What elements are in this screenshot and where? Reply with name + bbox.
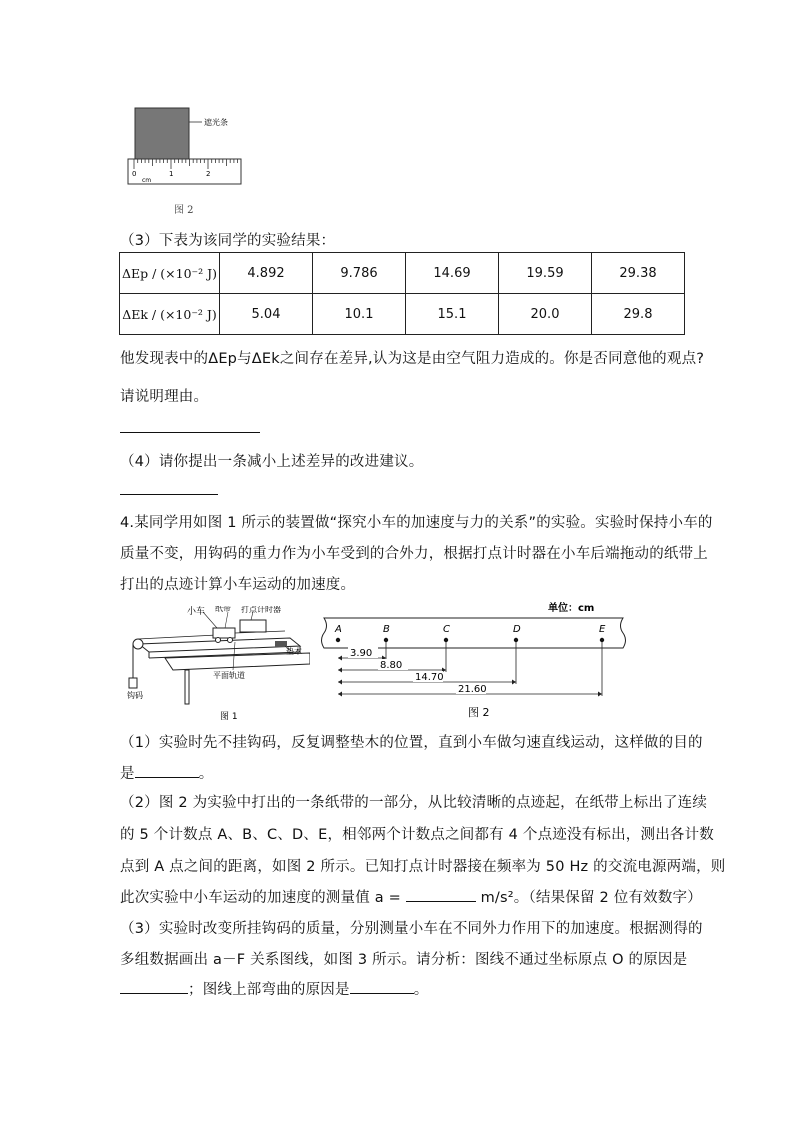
label-timer: 打点计时器 (241, 606, 281, 614)
label-track: 平面轨道 (213, 671, 245, 680)
light-strip (135, 108, 189, 160)
tape-point-A (336, 638, 340, 642)
table-cell: 19.59 (499, 253, 592, 294)
arrow-head (338, 680, 342, 685)
row-header: ΔEk / (×10⁻² J) (120, 294, 220, 335)
table-row (120, 294, 685, 335)
table-cell: 5.04 (220, 294, 313, 335)
arrow-head (338, 656, 342, 661)
results-table (119, 252, 685, 335)
label-car: 小车 (187, 607, 206, 617)
ruler-unit: cm (142, 177, 152, 184)
sub3-line-2: 多组数据画出 a－F 关系图线，如图 3 所示。请分析：图线不通过坐标原点 O 的原因是 (120, 952, 688, 968)
q3-text-1: 他发现表中的ΔEp与ΔEk之间存在差异,认为这是由空气阻力造成的。你是否同意他的观点? (120, 351, 705, 367)
answer-blank-4[interactable] (350, 979, 414, 994)
arrow-head (512, 680, 516, 685)
tape-point-label: D (513, 624, 521, 635)
arrow-head (338, 692, 342, 697)
arrow-head (598, 692, 602, 697)
label-weight: 钩码 (127, 691, 143, 700)
apparatus-figure (125, 606, 310, 724)
answer-blank-2[interactable] (406, 887, 476, 902)
answer-line-q4[interactable] (120, 494, 218, 495)
table-cell: 4.892 (220, 253, 313, 294)
sub3-line-3 (120, 978, 428, 999)
sub1-suffix: 。 (198, 766, 214, 782)
table-row (120, 253, 685, 294)
table-cell: 15.1 (406, 294, 499, 335)
ruler-caption: 图 2 (174, 205, 194, 216)
table-cell: 9.786 (313, 253, 406, 294)
car-icon (213, 628, 235, 638)
tick-label: 1 (169, 170, 174, 178)
q3-intro: （3）下表为该同学的实验结果： (120, 233, 336, 249)
tape-figure (318, 600, 638, 724)
timer-icon (240, 620, 266, 632)
table-cell: 20.0 (499, 294, 592, 335)
row-header: ΔEp / (×10⁻² J) (120, 253, 220, 294)
ruler-figure (120, 100, 250, 215)
q3-text-2: 请说明理由。 (120, 389, 209, 405)
tape-point-label: E (599, 624, 606, 635)
table-cell: 29.38 (592, 253, 685, 294)
problem4-line-2: 质量不变，用钩码的重力作为小车受到的合外力，根据打点计时器在小车后端拖动的纸带上 (120, 546, 708, 562)
distance-label: 21.60 (458, 684, 487, 695)
ruler-diagram (120, 100, 250, 215)
problem4-line-1: 4.某同学用如图 1 所示的装置做“探究小车的加速度与力的关系”的实验。实验时保持小车的 (120, 515, 713, 531)
sub1-line-2 (120, 762, 213, 783)
weight-icon (129, 678, 137, 688)
tape-point-B (384, 638, 388, 642)
problem4-line-3: 打出的点迹计算小车运动的加速度。 (120, 577, 356, 593)
sub2-line-4 (120, 886, 702, 907)
distance-label: 14.70 (415, 672, 444, 683)
sub2-line-2: 的 5 个计数点 A、B、C、D、E，相邻两个计数点之间都有 4 个点迹没有标出，测出各计数 (120, 827, 715, 843)
q4-text: （4）请你提出一条减小上述差异的改进建议。 (120, 454, 424, 470)
fig1-caption: 图 1 (220, 712, 238, 722)
sub2-suffix: m/s²。（结果保留 2 位有效数字） (480, 890, 702, 906)
tape-point-label: B (383, 624, 390, 635)
tape-point-C (444, 638, 448, 642)
label-tape: 纸带 (215, 606, 231, 613)
answer-blank-1[interactable] (135, 763, 199, 778)
answer-blank-3[interactable] (120, 979, 188, 994)
arrow-head (338, 668, 342, 673)
tape-diagram (318, 600, 638, 724)
label-block: 垫木 (286, 647, 302, 656)
distance-label: 8.80 (380, 660, 403, 671)
tick-label: 0 (132, 170, 137, 178)
sub1-prefix: 是 (120, 766, 135, 782)
strip-label: 遮光条 (204, 118, 228, 127)
sub1-line-1: （1）实验时先不挂钩码，反复调整垫木的位置，直到小车做匀速直线运动，这样做的目的 (120, 735, 703, 751)
table-cell: 14.69 (406, 253, 499, 294)
fig2-caption: 图 2 (468, 706, 490, 719)
tape-point-label: A (335, 624, 342, 635)
tick-label: 2 (206, 170, 211, 178)
tape-unit: 单位：cm (548, 603, 595, 614)
sub3-line-1: （3）实验时改变所挂钩码的质量，分别测量小车在不同外力作用下的加速度。根据测得的 (120, 921, 703, 937)
sub2-line-1: （2）图 2 为实验中打出的一条纸带的一部分，从比较清晰的点迹起，在纸带上标出了连续 (120, 795, 708, 811)
sub3-suffix: 。 (413, 982, 429, 998)
sub2-line-3: 点到 A 点之间的距离，如图 2 所示。已知打点计时器接在频率为 50 Hz 的交流电源两端，则 (120, 859, 726, 875)
tape-point-E (600, 638, 604, 642)
answer-line-q3[interactable] (120, 432, 260, 433)
tape-point-D (514, 638, 518, 642)
table-cell: 29.8 (592, 294, 685, 335)
apparatus-diagram (125, 606, 310, 724)
tape-point-label: C (443, 624, 450, 635)
table-cell: 10.1 (313, 294, 406, 335)
distance-label: 3.90 (350, 648, 373, 659)
sub2-prefix: 此次实验中小车运动的加速度的测量值 a = (120, 890, 401, 906)
sub3-middle: ；图线上部弯曲的原因是 (188, 982, 350, 998)
